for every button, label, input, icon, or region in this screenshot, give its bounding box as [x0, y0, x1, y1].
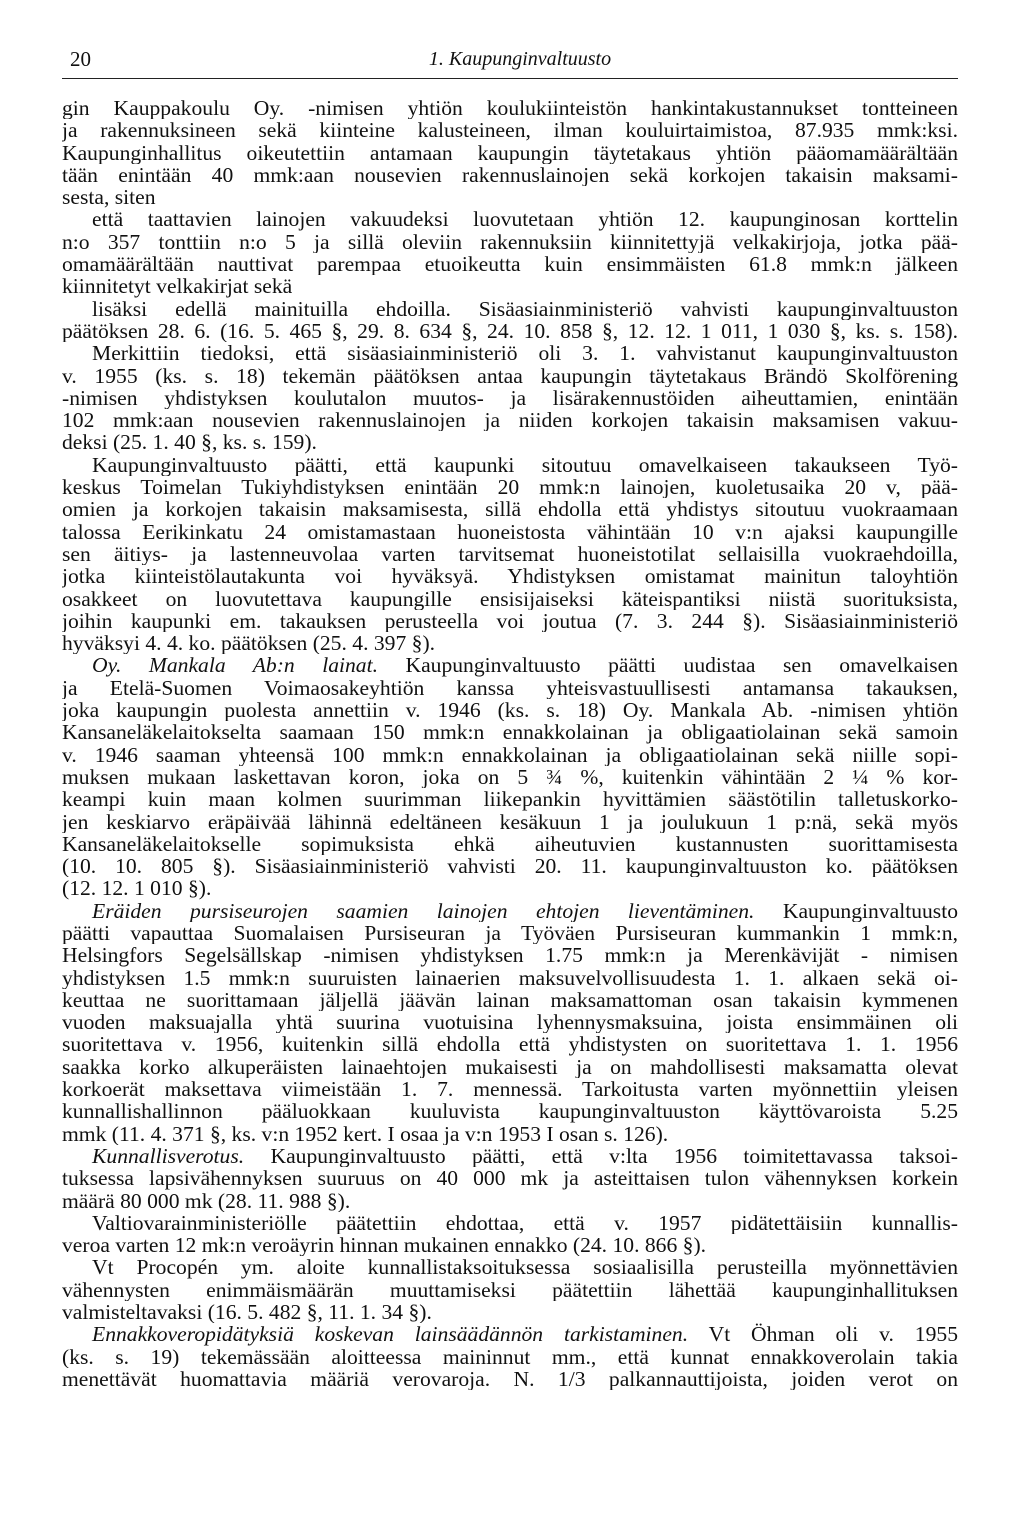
text-line [62, 342, 958, 364]
text-line [62, 275, 958, 297]
line-text: menettävät huomattavia määriä verovaroja. N. 1/3 palkannauttijoista, joiden verot on [62, 1367, 958, 1391]
line-text: talossa Eerikinkatu 24 omistamastaan huoneistosta vähintään 10 v:n ajaksi kaupungille [62, 520, 958, 543]
line-text: Valtiovarainministeriölle päätettiin ehdottaa, että v. 1957 pidätettäisiin kunnallis- [92, 1211, 958, 1235]
line-text: Kaupunginvaltuusto päätti, että v:lta 1956 toimitettavassa taksoi- [244, 1144, 958, 1168]
line-text: 102 mmk:aan nousevien rakennuslainojen ja niiden korkojen takaisin maksamisen vakuu- [62, 409, 958, 432]
text-line [62, 409, 958, 431]
text-line [62, 1234, 958, 1256]
text-line [62, 186, 958, 208]
line-text: (ks. s. 19) tekemässään aloitteessa maininnut mm., että kunnat ennakkoverolain takia [62, 1345, 958, 1368]
line-text: vuoden maksuajalla yhtä suurina vuotuisina lyhennysmaksuina, joista ensimmäinen oli [62, 1011, 958, 1034]
line-text: gin Kauppakoulu Oy. -nimisen yhtiön koulukiinteistön hankintakustannukset tontteineen [62, 97, 958, 120]
text-line [62, 788, 958, 810]
line-text: Kaupunginvaltuusto [754, 899, 958, 922]
line-text: veroa varten 12 mk:n veroäyrin hinnan mukainen ennakko (24. 10. 866 §). [62, 1234, 707, 1257]
text-line [62, 543, 958, 565]
text-line [62, 1056, 958, 1078]
line-text: tään enintään 40 mmk:aan nousevien rakennuslainojen sekä korkojen takaisin maksami- [62, 163, 958, 187]
text-line [62, 1346, 958, 1368]
line-text: muksen mukaan laskettavan koron, joka on 5 ¾ %, kuitenkin vähintään 2 ¼ % kor- [62, 765, 958, 789]
line-text: Kaupunginvaltuusto päätti, että kaupunki sitoutuu omavelkaiseen takaukseen Työ- [92, 453, 958, 477]
line-text: korkoerät maksettava viimeistään 1. 7. mennessä. Tarkoitusta varten myönnettiin yleisen [62, 1078, 958, 1101]
text-line [62, 1256, 958, 1278]
line-text: v. 1946 saaman yhteensä 100 mmk:n ennakkolainan ja obligaatiolainan sekä niille sopi- [62, 743, 958, 766]
text-line [62, 855, 958, 877]
text-line [62, 610, 958, 632]
line-text: päätti vapauttaa Suomalaisen Pursiseuran ja Työväen Pursiseuran kummankin 1 mmk:n, [62, 921, 958, 945]
line-text: Helsingfors Segelsällskap -nimisen yhdistyksen 1.75 mmk:n ja Merenkävijät - nimisen [62, 944, 958, 967]
text-line [62, 1167, 958, 1189]
text-line [62, 97, 958, 119]
line-text: määrä 80 000 mk (28. 11. 988 §). [62, 1189, 351, 1212]
text-line [62, 298, 958, 320]
text-line [62, 677, 958, 699]
line-text: Kansaneläkelaitokselle sopimuksista ehkä aiheutuvien kustannusten suorittamisesta [62, 832, 958, 856]
italic-heading: Ennakkoveropidätyksiä koskevan lainsäädännön tarkistaminen. [92, 1323, 689, 1346]
line-text: suoritettava v. 1956, kuitenkin sillä ehdolla että yhdistysten on suoritettava 1. 1. 1956 [62, 1033, 958, 1056]
page-number: 20 [70, 47, 91, 71]
text-line [62, 365, 958, 387]
italic-heading: Oy. Mankala Ab:n lainat. [92, 654, 378, 677]
line-text: Kaupunginvaltuusto päätti uudistaa sen omavelkaisen [377, 654, 958, 677]
text-line [62, 744, 958, 766]
text-line [62, 1033, 958, 1055]
line-text: sesta, siten [62, 186, 156, 209]
italic-heading: Kunnallisverotus. [92, 1144, 245, 1168]
line-text: omien ja korkojen takaisin maksamisesta, sillä ehdolla että yhdistys sitoutuu vuokraamaan [62, 498, 958, 521]
running-title: 1. Kaupunginvaltuusto [428, 48, 612, 70]
text-line [62, 699, 958, 721]
line-text: päätöksen 28. 6. (16. 5. 465 §, 29. 8. 634 §, 24. 10. 858 §, 12. 12. 1 011, 1 030 §, ks. s. 158). [62, 319, 958, 343]
line-text: keuttaa ne suorittamaan jäljellä jäävän lainan maksamattoman osan takaisin kymmenen [62, 988, 958, 1012]
line-text: Kansaneläkelaitokselta saamaan 150 mmk:n ennakkolainan ja obligaatiolainan sekä samoin [62, 721, 958, 744]
line-text: tuksessa lapsivähennyksen suuruus on 40 000 mk ja asteittaisen tulon vähennyksen korkein [62, 1167, 958, 1190]
text-line [62, 142, 958, 164]
line-text: Merkittiin tiedoksi, että sisäasiainministeriö oli 3. 1. vahvistanut kaupunginvaltuuston [92, 342, 958, 365]
text-line [62, 922, 958, 944]
text-line [62, 231, 958, 253]
line-text: valmisteltavaksi (16. 5. 482 §, 11. 1. 34 §). [62, 1301, 432, 1324]
italic-heading: Eräiden pursiseurojen saamien lainojen ehtojen lieventäminen. [92, 899, 755, 922]
text-line [62, 1212, 958, 1234]
text-line [62, 900, 958, 922]
line-text: omamäärältään nauttivat parempaa etuoikeutta kuin ensimmäisten 61.8 mmk:n jälkeen [62, 253, 958, 276]
line-text: hyväksyi 4. 4. ko. päätöksen (25. 4. 397 §). [62, 632, 436, 655]
text-line [62, 320, 958, 342]
text-line [62, 654, 958, 676]
line-text: Vt Procopén ym. aloite kunnallistaksoituksessa sosiaalisilla perusteilla myönnettävien [92, 1256, 958, 1279]
line-text: jotka kiinteistölautakunta voi hyväksyä. Yhdistyksen omistamat mainitun taloyhtiön [62, 565, 958, 588]
body-text [62, 97, 958, 1390]
text-line [62, 164, 958, 186]
text-line [62, 989, 958, 1011]
text-line [62, 565, 958, 587]
text-line [62, 498, 958, 520]
text-line [62, 1323, 958, 1345]
text-line [62, 1100, 958, 1122]
line-text: v. 1955 (ks. s. 18) tekemän päätöksen antaa kaupungin täytetakaus Brändö Skolförening [62, 364, 958, 387]
line-text: sen äitiys- ja lastenneuvolaa varten tarvitsemat huoneistotilat sellaisilla vuokraehdoilla, [62, 542, 958, 566]
line-text: osakkeet on luovutettava kaupungille ensisijaiseksi käteispantiksi niistä suorituksista, [62, 587, 958, 610]
text-line [62, 632, 958, 654]
text-line [62, 208, 958, 230]
line-text: keampi kuin maan kolmen suurimman liikepankin hyvittämien säästötilin talletuskorko- [62, 788, 958, 811]
text-line [62, 967, 958, 989]
line-text: joka kaupungin puolesta annettiin v. 1946 (ks. s. 18) Oy. Mankala Ab. -nimisen yhtiön [62, 699, 958, 722]
text-line [62, 387, 958, 409]
text-line [62, 1145, 958, 1167]
text-line [62, 454, 958, 476]
line-text: keskus Toimelan Tukiyhdistyksen enintään 20 mmk:n lainojen, kuoletusaika 20 v, pää- [62, 476, 958, 499]
line-text: mmk (11. 4. 371 §, ks. v:n 1952 kert. I osaa ja v:n 1953 I osan s. 126). [62, 1122, 669, 1145]
text-line [62, 1123, 958, 1145]
text-line [62, 721, 958, 743]
text-line [62, 1279, 958, 1301]
line-text: lisäksi edellä mainituilla ehdoilla. Sisäasiainministeriö vahvisti kaupunginvaltuuston [92, 297, 958, 320]
line-text: deksi (25. 1. 40 §, ks. s. 159). [62, 431, 317, 454]
text-line [62, 1368, 958, 1390]
line-text: -nimisen yhdistyksen koulutalon muutos- ja lisärakennustöiden aiheuttamien, enintään [62, 386, 958, 410]
text-line [62, 253, 958, 275]
text-line [62, 1190, 958, 1212]
line-text: yhdistyksen 1.5 mmk:n suuruisten lainaerien maksuvelvollisuudesta 1. 1. alkaen sekä oi- [62, 966, 958, 989]
line-text: kiinnitetyt velkakirjat sekä [62, 275, 293, 298]
text-line [62, 588, 958, 610]
line-text: jen keskiarvo eräpäivää lähinnä edeltäneen kesäkuun 1 ja joulukuun 1 p:nä, sekä myös [62, 810, 958, 833]
line-text: Vt Öhman oli v. 1955 [688, 1323, 958, 1346]
text-line [62, 119, 958, 141]
line-text: (12. 12. 1 010 §). [62, 877, 212, 900]
text-line [62, 877, 958, 899]
text-line [62, 833, 958, 855]
line-text: Kaupunginhallitus oikeutettiin antamaan kaupungin täytetakaus yhtiön pääomamäärältään [62, 141, 958, 164]
text-line [62, 944, 958, 966]
line-text: (10. 10. 805 §). Sisäasiainministeriö vahvisti 20. 11. kaupunginvaltuuston ko. päätöksen [62, 855, 958, 878]
page-header [62, 48, 958, 79]
line-text: kunnallishallinnon pääluokkaan kuuluvista kaupunginvaltuuston käyttövaroista 5.25 [62, 1100, 958, 1123]
line-text: ja rakennuksineen sekä kiinteine kalusteineen, ilman kouluirtaimistoa, 87.935 mmk:ksi. [62, 119, 958, 142]
line-text: saakka korko alkuperäisten lainaehtojen mukaisesti ja on mahdollisesti maksamatta olevat [62, 1055, 958, 1079]
text-line [62, 521, 958, 543]
line-text: n:o 357 tonttiin n:o 5 ja sillä oleviin rakennuksiin kiinnitettyjä velkakirjoja, jotka pää- [62, 230, 958, 254]
line-text: että taattavien lainojen vakuudeksi luovutetaan yhtiön 12. kaupunginosan korttelin [92, 208, 958, 231]
text-line [62, 1011, 958, 1033]
text-line [62, 1078, 958, 1100]
text-line [62, 811, 958, 833]
text-line [62, 476, 958, 498]
text-line [62, 766, 958, 788]
line-text: joihin kaupunki em. takauksen perusteella voi joutua (7. 3. 244 §). Sisäasiainministeriö [62, 609, 958, 633]
text-line [62, 1301, 958, 1323]
line-text: vähennysten enimmäismäärän muuttamiseksi päätettiin lähettää kaupunginhallituksen [62, 1278, 958, 1302]
text-line [62, 431, 958, 453]
line-text: ja Etelä-Suomen Voimaosakeyhtiön kanssa yhteisvastuullisesti antamansa takauksen, [62, 676, 958, 700]
